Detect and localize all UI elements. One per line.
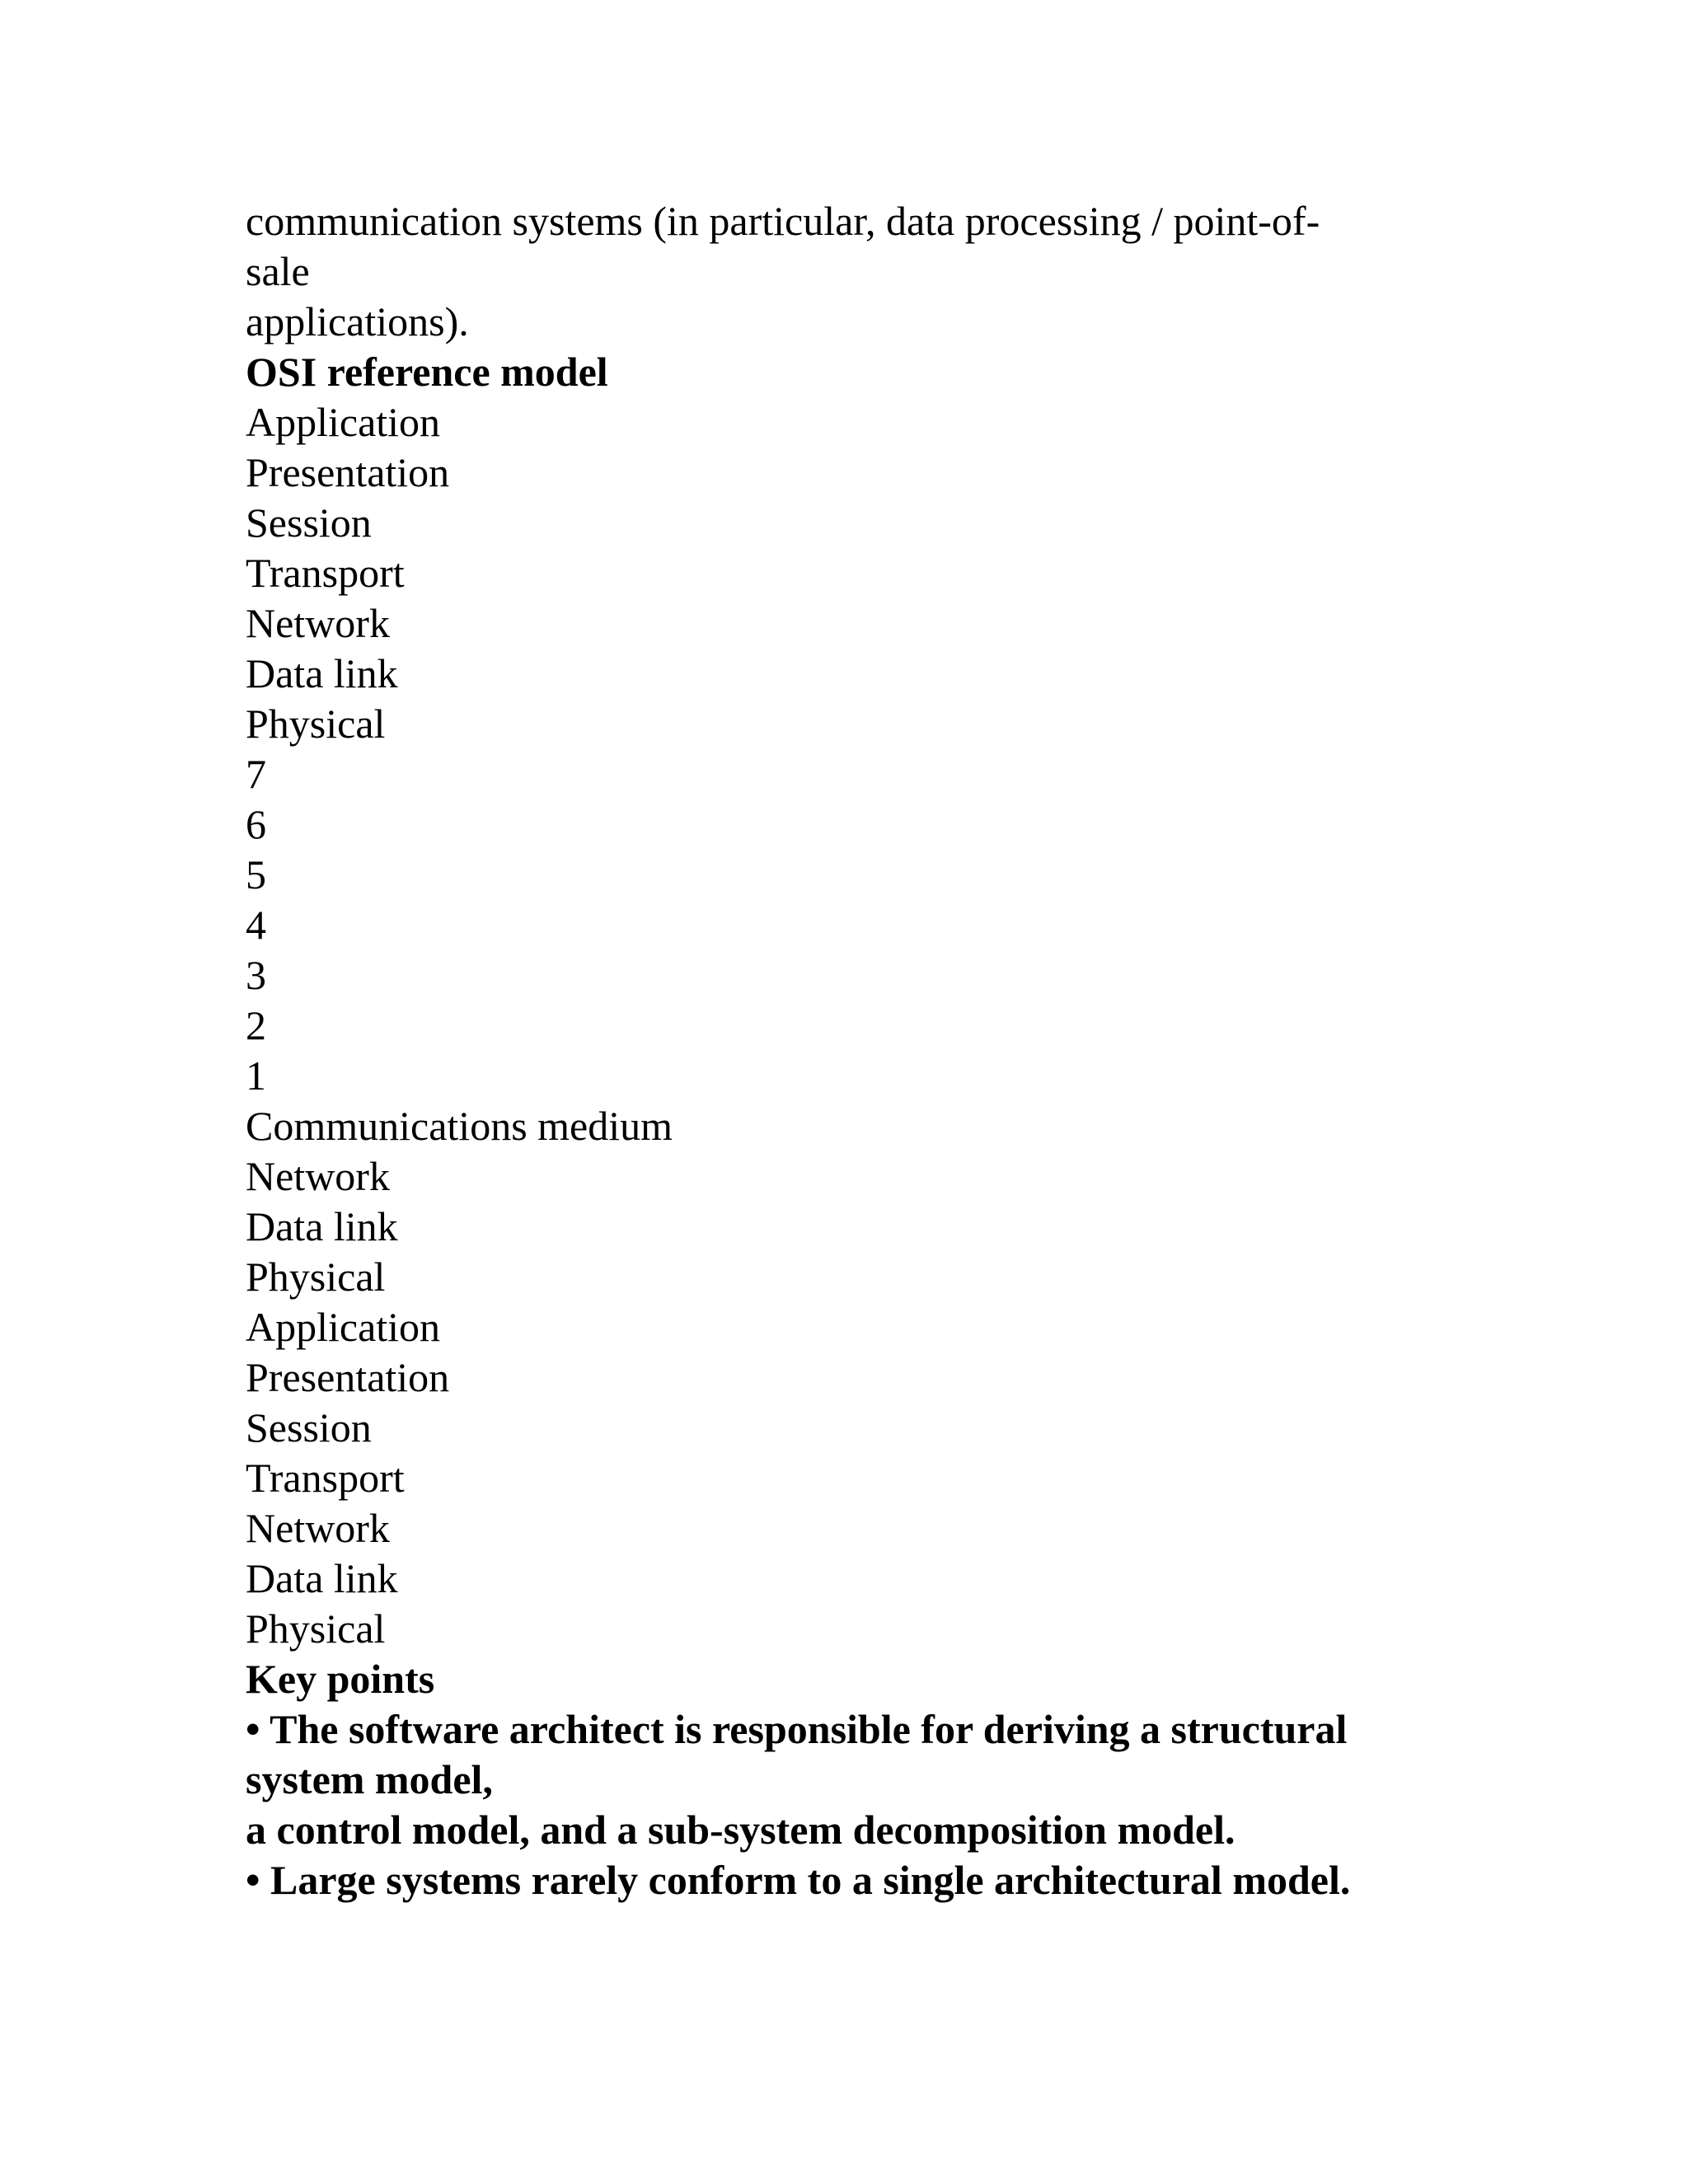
osi-layer-number: 6	[246, 801, 266, 847]
osi-layer-left: Data link	[246, 650, 398, 696]
osi-layer-right: Data link	[246, 1555, 398, 1601]
osi-layer-right: Physical	[246, 1605, 386, 1652]
osi-layer-number: 3	[246, 952, 266, 998]
osi-layer-left: Application	[246, 399, 441, 445]
osi-layer-left: Physical	[246, 701, 386, 747]
osi-layer-left: Session	[246, 499, 372, 546]
osi-layer-number: 1	[246, 1052, 266, 1099]
osi-communications-medium: Communications medium	[246, 1103, 673, 1149]
key-point-1-line-2: system model,	[246, 1756, 493, 1802]
key-point-1-line-1: • The software architect is responsible for deriving a structural	[246, 1706, 1348, 1752]
osi-heading: OSI reference model	[246, 349, 608, 395]
osi-layer-left: Presentation	[246, 449, 450, 495]
osi-layer-number: 4	[246, 902, 266, 948]
osi-layer-right: Application	[246, 1304, 441, 1350]
intro-line-3: applications).	[246, 298, 469, 344]
key-point-2: • Large systems rarely conform to a single architectural model.	[246, 1857, 1351, 1903]
osi-layer-left: Transport	[246, 550, 405, 596]
intro-line-2: sale	[246, 248, 310, 294]
osi-layer-right: Transport	[246, 1455, 405, 1501]
osi-relay-layer: Network	[246, 1153, 390, 1199]
osi-layer-right: Presentation	[246, 1354, 450, 1400]
key-points-heading: Key points	[246, 1656, 435, 1702]
osi-layer-left: Network	[246, 600, 390, 646]
osi-layer-right: Network	[246, 1505, 390, 1551]
page-content	[246, 196, 1449, 1905]
osi-relay-layer: Data link	[246, 1203, 398, 1249]
key-point-1-line-3: a control model, and a sub-system decomposition model.	[246, 1807, 1236, 1853]
osi-layer-number: 5	[246, 851, 266, 898]
osi-layer-right: Session	[246, 1404, 372, 1451]
osi-layer-number: 2	[246, 1002, 266, 1048]
osi-layer-number: 7	[246, 751, 266, 797]
osi-relay-layer: Physical	[246, 1254, 386, 1300]
intro-line-1: communication systems (in particular, data processing / point-of-	[246, 198, 1320, 244]
